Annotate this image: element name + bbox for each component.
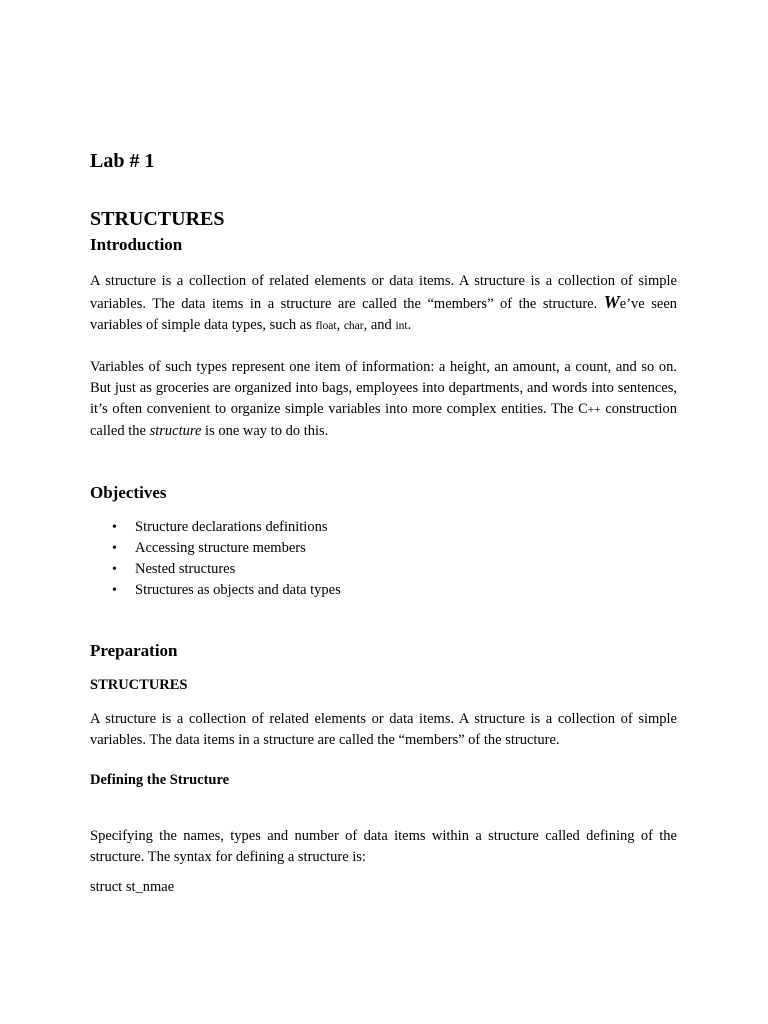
objective-text: Structures as objects and data types <box>135 582 341 598</box>
list-item <box>90 559 341 580</box>
preparation-paragraph-1: A structure is a collection of related elements or data items. A structure is a collection of simple variables. The data items in a structure are called the “members” of the structure. <box>90 711 677 748</box>
keyword-int: int <box>395 320 408 332</box>
list-item <box>90 538 341 559</box>
list-item <box>90 517 341 538</box>
bullet-icon: • <box>112 541 117 556</box>
introduction-heading: Introduction <box>90 235 183 254</box>
objective-text: Accessing structure members <box>135 540 306 556</box>
bullet-icon: • <box>112 583 117 598</box>
objectives-heading: Objectives <box>90 483 167 502</box>
intro-p2-italic-structure: structure <box>149 423 202 439</box>
preparation-paragraph-2: Specifying the names, types and number of data items within a structure called defining of the structure. The syntax for defining a structure is: <box>90 828 677 865</box>
intro-p2-text-c: is one way to do this. <box>201 423 329 439</box>
defining-structure-heading: Defining the Structure <box>90 772 230 788</box>
keyword-char: char <box>343 320 364 332</box>
intro-p1-end: . <box>407 317 412 333</box>
intro-p1-sep-1: , <box>336 317 344 333</box>
introduction-paragraph-2 <box>90 357 677 442</box>
intro-p2-text-b: construction called the <box>90 401 677 439</box>
preparation-heading: Preparation <box>90 641 178 660</box>
intro-p2-text-a: Variables of such types represent one item of information: a height, an amount, a count, and so on. But just as groceries are organized into bags, employees into departments, and words into sentences, it’s often convenient to organize simple variables into more complex entities. The C <box>90 359 677 417</box>
list-item <box>90 580 341 601</box>
intro-p1-sep-2: , and <box>363 317 396 333</box>
keyword-float: float <box>315 320 337 332</box>
intro-p1-dropcap-w: W <box>603 292 620 312</box>
intro-p1-text-b: e’ve seen variables of simple data types, such as <box>90 296 678 333</box>
intro-p2-plusplus: ++ <box>587 404 601 416</box>
intro-p1-text-a: A structure is a collection of related elements or data items. A structure is a collection of simple variables. The data items in a structure are called the “members” of the structure. <box>90 273 677 312</box>
document-title: STRUCTURES <box>90 208 225 230</box>
lab-heading: Lab # 1 <box>90 150 155 172</box>
objective-text: Nested structures <box>135 561 236 577</box>
code-line: struct st_nmae <box>90 879 175 895</box>
bullet-icon: • <box>112 562 117 577</box>
preparation-subheading: STRUCTURES <box>90 677 188 693</box>
objectives-list <box>90 517 341 601</box>
bullet-icon: • <box>112 520 117 535</box>
introduction-paragraph-1 <box>90 271 677 337</box>
objective-text: Structure declarations definitions <box>135 519 328 535</box>
